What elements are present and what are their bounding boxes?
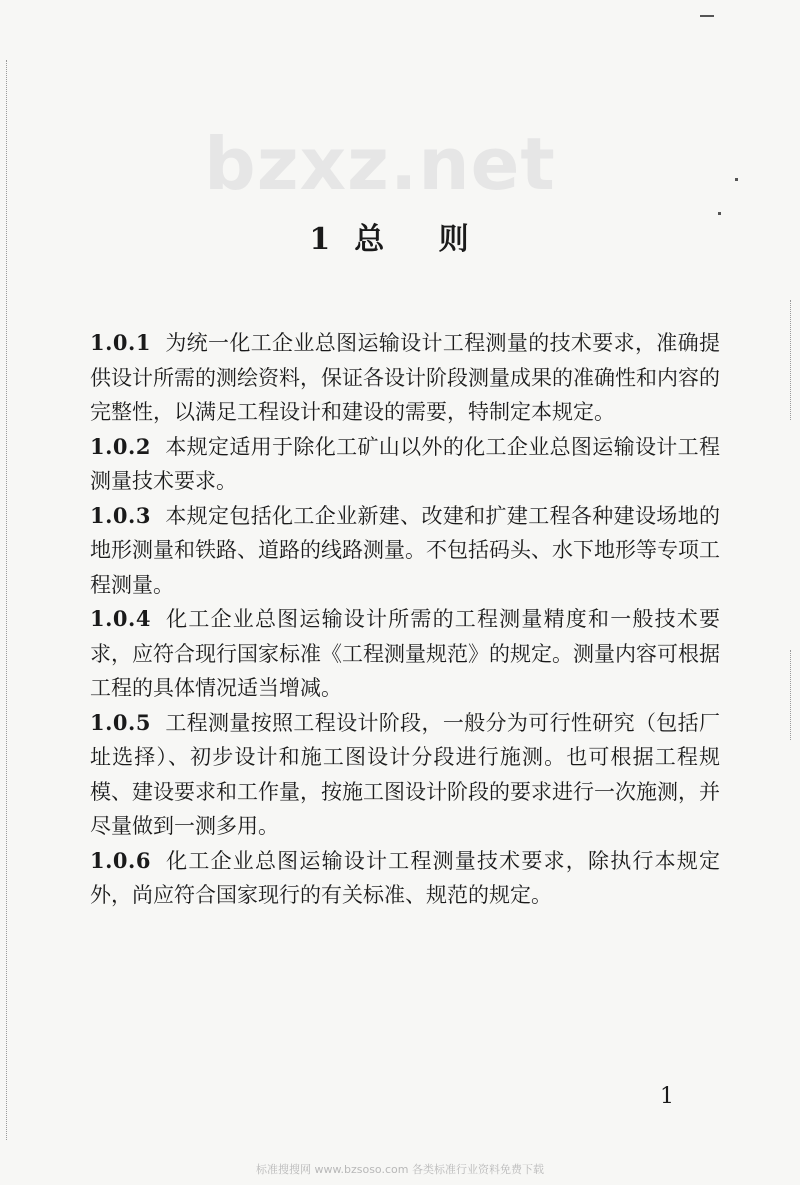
clause-1-0-4 (90, 602, 720, 706)
clause-number: 1.0.1 (90, 330, 151, 355)
clause-text: 工程测量按照工程设计阶段，一般分为可行性研究（包括厂址选择）、初步设计和施工图设计分段进行施测。也可根据工程规模、建设要求和工作量，按施工图设计阶段的要求进行一次施测，并尽量做到一测多用。 (90, 710, 720, 838)
clause-1-0-1 (90, 326, 720, 430)
clause-text: 化工企业总图运输设计工程测量技术要求，除执行本规定外，尚应符合国家现行的有关标准、规范的规定。 (90, 848, 720, 907)
clause-number: 1.0.2 (90, 433, 151, 459)
scan-speck (700, 15, 714, 17)
watermark: bzxz.net (204, 122, 556, 206)
scan-speck (718, 212, 721, 215)
chapter-title (0, 220, 800, 260)
left-edge-scan-marks (6, 60, 9, 1140)
clause-number: 1.0.3 (90, 502, 151, 528)
clause-number: 1.0.6 (90, 847, 151, 873)
chapter-number: 1 (309, 222, 333, 257)
clause-1-0-5 (90, 706, 720, 844)
clause-text: 本规定包括化工企业新建、改建和扩建工程各种建设场地的地形测量和铁路、道路的线路测量。不包括码头、水下地形等专项工程测量。 (90, 503, 720, 597)
right-edge-scan-marks (790, 300, 793, 420)
scan-speck (735, 178, 738, 181)
clause-text: 为统一化工企业总图运输设计工程测量的技术要求，准确提供设计所需的测绘资料，保证各设计阶段测量成果的准确性和内容的完整性，以满足工程设计和建设的需要，特制定本规定。 (90, 331, 720, 424)
clause-number: 1.0.4 (90, 606, 151, 631)
page-number: 1 (660, 1084, 674, 1109)
clause-number: 1.0.5 (90, 709, 151, 735)
clause-1-0-6 (90, 844, 720, 913)
clause-text: 本规定适用于除化工矿山以外的化工企业总图运输设计工程测量技术要求。 (90, 434, 720, 493)
clause-1-0-3 (90, 499, 720, 603)
clause-text: 化工企业总图运输设计所需的工程测量精度和一般技术要求，应符合现行国家标准《工程测量规范》的规定。测量内容可根据工程的具体情况适当增减。 (90, 607, 720, 700)
right-edge-scan-marks-lower (790, 650, 793, 740)
chapter-title-text: 总 则 (354, 222, 491, 257)
clause-list (90, 326, 720, 913)
footer-watermark: 标准搜搜网 www.bzsoso.com 各类标准行业资料免费下载 (256, 1163, 544, 1176)
clause-1-0-2 (90, 430, 720, 499)
